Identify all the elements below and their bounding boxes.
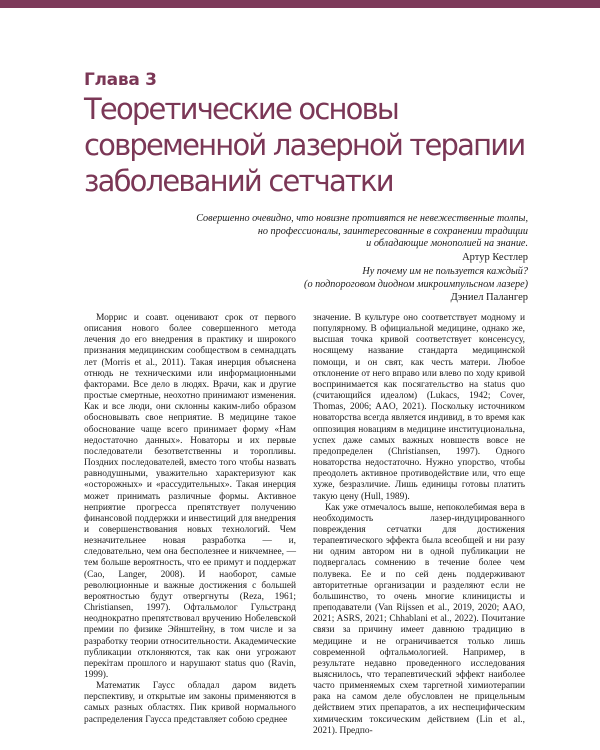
body-column-right: [313, 313, 525, 737]
epigraph: [196, 213, 528, 264]
chapter-title: [84, 91, 524, 199]
body-paragraph: Моррис и соавт. оценивают срок от первого описания нового более совершенного метода лечения до его внедрения в практику и широкого признания медицинским сообществом в семнадцать лет (Morris et al., 2011). Такая инерция объяснена отнюдь не техническими или информационными факторами. Все дело в людях. Врачи, как и другие простые смертные, неохотно принимают изменения. Как и все люди, они склонны каким-либо образом обосновывать свое неприятие. В медицине такое обоснование чаще всего принимает форму «Нам недостаточно данных». Новаторы и их первые последователи безответственны и торопливы. Поздних последователей, вместо того чтобы назвать равнодушными, уважительно характеризуют как «осторожных» и «рассудительных». Такая инерция может принимать различные формы. Активное неприятие прогресса препятствует получению финансовой поддержки и инвестиций для внедрения и совершенствования новых технологий. Чем незначительнее новая разработка — и, следовательно, чем она бесполезнее и никчемнее, — тем больше вероятность, что ее примут и поддержат (Cao, Langer, 2008). И наоборот, самые революционные и важные достижения с большей вероятностью будут отвергнуты (Reza, 1961; Christiansen, 1997). Офтальмолог Гульстранд неоднократно препятствовал вручению Нобелевской премии по физике Эйнштейну, в том числе и за разработку теории относительности. Академические публикации отклоняются, так как они угрожают перекітам прошлого и нарушают status quo (Ravin, 1999).: [84, 313, 296, 680]
epigraph-quote-line: но профессионалы, заинтересованные в сохранении традиции: [257, 225, 528, 237]
epigraph-quote-line: Совершенно очевидно, что новизне противятся не невежественные толпы,: [196, 213, 528, 224]
top-accent-bar: [0, 0, 600, 8]
chapter-title-line: современной лазерной терапии: [84, 128, 525, 162]
epigraph-quote-line: и обладающие монополией на знание.: [366, 238, 528, 249]
epigraph-author: Дэниел Палангер: [450, 292, 528, 303]
chapter-title-line: Теоретические основы: [84, 92, 399, 126]
chapter-label: Глава 3: [84, 70, 157, 90]
body-paragraph: Математик Гаусс обладал даром видеть перспективу, и открытые им законы применяются в самых разных областях. Пик кривой нормального распределения Гаусса представляет собою среднее: [84, 681, 296, 725]
epigraph-author: Артур Кестлер: [462, 251, 528, 263]
chapter-title-line: заболеваний сетчатки: [84, 164, 393, 198]
epigraph: [304, 266, 528, 305]
epigraph-quote-line: Ну почему им не пользуется каждый?: [362, 266, 528, 277]
body-column-left: [84, 313, 296, 726]
epigraph-quote-line: (о подпороговом диодном микроимпульсном лазере): [304, 278, 528, 290]
body-paragraph: Как уже отмечалось выше, непоколебимая вера в необходимость лазер-индуцированного повреждения сетчатки для достижения терапевтического эффекта была всеобщей и ни разу ни одним автором ни в одной публикации не подвергалась сомнению в течение более чем полувека. Ее и по сей день поддерживают авторитетные организации и разделяют если не большинство, то очень многие клиницисты и преподаватели (Van Rijssen et al., 2019, 2020; AAO, 2021; ASRS, 2021; Chhablani et al., 2022). Почитание связи за причину имеет давнюю традицию в медицине и не ограничивается только лишь современной офтальмологией. Например, в результате недавно проведенного исследования выяснилось, что терапевтический эффект наиболее часто применяемых схем таргетной химиотерапии рака на самом деле обусловлен не прицельным действием этих препаратов, а их неспецифическим химическим токсическим действием (Lin et al., 2021). Предпо-: [313, 502, 525, 736]
body-paragraph: значение. В культуре оно соответствует модному и популярному. В официальной медицине, однако же, высшая точка кривой соответствует консенсусу, носящему название стандарта медицинской помощи, и он свят, как честь матери. Любое отклонение от него вправо или влево по ходу кривой воспринимается как посягательство на status quo (считающийся идеалом) (Lukacs, 1942; Cover, Thomas, 2006; AAO, 2021). Поскольку источником новаторства всегда является индивид, в то время как оппозиция новациям в медицине институциональна, успех даже самых важных новшеств вовсе не предопределен (Christiansen, 1997). Одного новаторства недостаточно. Нужно упорство, чтобы преодолеть активное противодействие или, что еще хуже, безразличие. Лишь единицы готовы платить такую цену (Hull, 1989).: [313, 313, 525, 502]
